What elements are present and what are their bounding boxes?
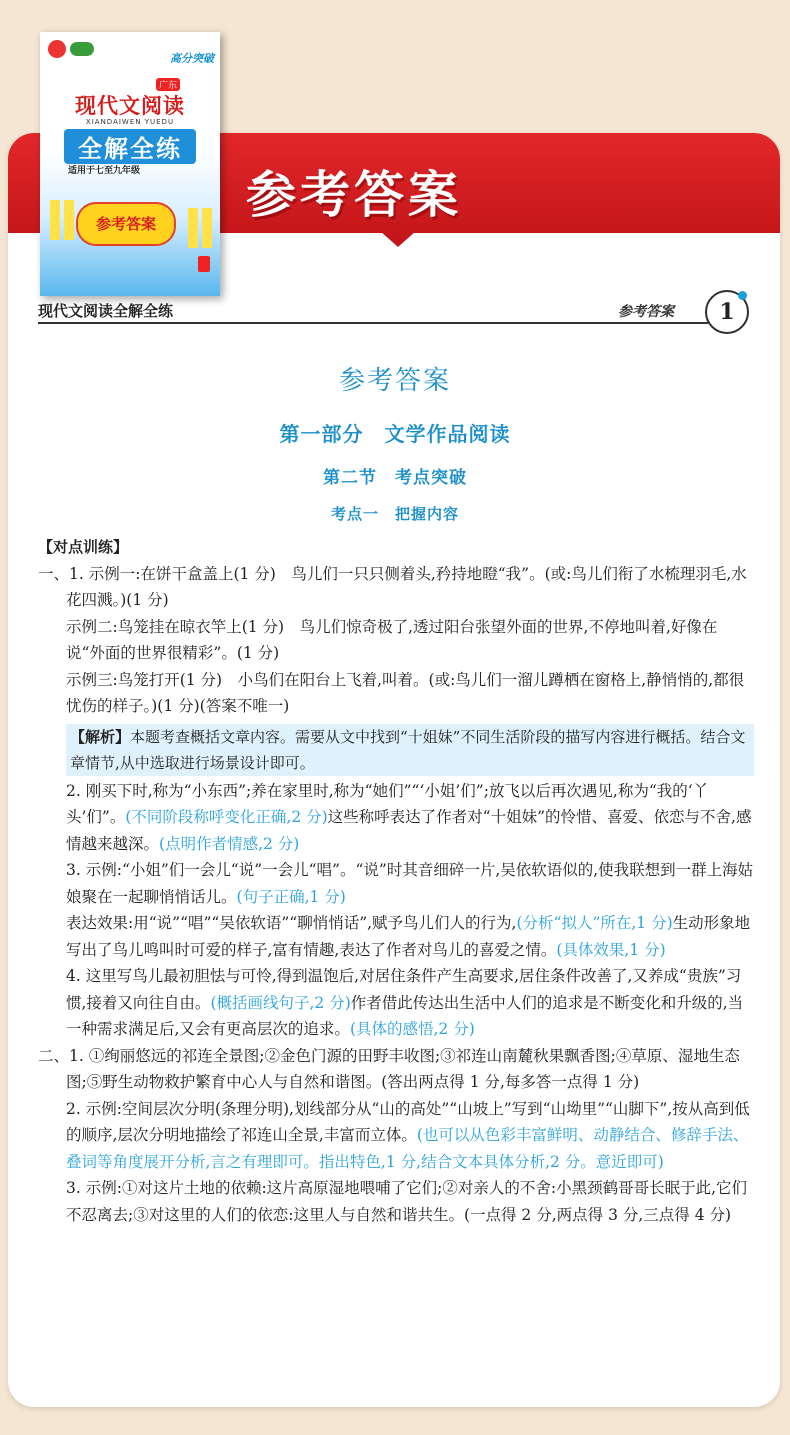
- page-number: 1: [705, 290, 749, 334]
- answer-1-4-text-b: 作者借此传达出生活中人们的追求是不断变化和升级的,当一种需求满足后,又会有更高层次的追求。: [66, 993, 744, 1038]
- answer-1-4: [38, 963, 754, 1043]
- banner-notch: [380, 231, 416, 247]
- answer-2-2: [38, 1096, 754, 1176]
- page-number-dot: [738, 291, 747, 300]
- answer-1-3-score-b: (分析“拟人”所在,1 分): [516, 914, 673, 932]
- answer-1-3-text-c: 生动形象地写出了鸟儿鸣叫时可爱的样子,富有情趣,表达了作者对鸟儿的喜爱之情。: [66, 914, 751, 959]
- book-cover: [40, 32, 220, 296]
- answer-1-3-text-a: 3. 示例:“小姐”们一会儿“说”一会儿“唱”。“说”时其音细碎一片,吴依软语似的,使我联想到一群上海姑娘聚在一起聊悄悄话儿。: [66, 861, 754, 906]
- answer-body: [38, 534, 754, 1228]
- book-pinyin: XIANDAIWEN YUEDU: [85, 118, 175, 126]
- main-heading: 参考答案: [338, 366, 451, 396]
- answer-2-2-text: 2. 示例:空间层次分明(条理分明),划线部分从“山的高处”“山坡上”写到“山坳里”“山脚下”,按从高到低的顺序,层次分明地描绘了祁连山全景,丰富而立体。: [66, 1099, 750, 1144]
- answer-2-3: 3. 示例:①对这片土地的依赖:这片高原湿地喂哺了它们;②对亲人的不舍:小黑颈鹤哥哥长眠于此,它们不忍离去;③对这里的人们的依恋:这里人与自然和谐共生。(一点得 2 分,两点得 3 分,三点得 4 分): [66, 1179, 748, 1224]
- answer-2-2-score: (也可以从色彩丰富鲜明、动静结合、修辞手法、叠词等角度展开分析,言之有理即可。指出特色,1 分,结合文本具体分析,2 分。意近即可): [66, 1126, 749, 1171]
- banner-title: 参考答案: [246, 166, 462, 224]
- answer-1-4-score-b: (具体的感悟,2 分): [349, 1020, 475, 1038]
- running-header-title: 现代文阅读全解全练: [38, 302, 174, 320]
- analysis-box: [66, 724, 754, 776]
- book-title-top: 现代文阅读: [75, 94, 185, 118]
- answer-1-3-score-a: (句子正确,1 分): [236, 887, 346, 906]
- answer-1-3: [38, 857, 754, 910]
- book-region: 广东: [156, 78, 180, 91]
- answer-1-2-score-a: (不同阶段称呼变化正确,2 分): [125, 808, 328, 826]
- book-grade: 适用于七至九年级: [68, 166, 141, 176]
- answer-1-4-text-a: 4. 这里写鸟儿最初胆怯与可怜,得到温饱后,对居住条件产生高要求,居住条件改善了,又养成“贵族”习惯,接着又向往自由。: [66, 967, 742, 1012]
- series-logo-icon: [70, 42, 94, 56]
- section-heading: 第二节 考点突破: [323, 468, 467, 488]
- cover-corner-mark: [198, 256, 210, 272]
- answer-1-3-score-c: (具体效果,1 分): [556, 940, 666, 959]
- answer-2-1: 二、1. ①绚丽悠远的祁连全景图;②金色门源的田野丰收图;③祁连山南麓秋果飘香图;④草原、湿地生态图;⑤野生动物救护繁育中心人与自然和谐图。(答出两点得 1 分,每多答一点得 1 分): [38, 1046, 740, 1091]
- publisher-logo-icon: [48, 40, 66, 58]
- answer-1-2-text-a: 2. 刚买下时,称为“小东西”;养在家里时,称为“她们”“‘小姐’们”;放飞以后再次遇见,称为“我的‘丫头’们”。: [66, 781, 709, 826]
- book-badge: 参考答案: [76, 202, 176, 246]
- answer-1-2: [38, 778, 754, 858]
- analysis-tag: 【解析】: [70, 727, 131, 746]
- answer-1-1: 一、1. 示例一:在饼干盒盖上(1 分) 鸟儿们一只只侧着头,矜持地瞪“我”。(或:鸟儿们衔了水梳理羽毛,水花四溅。)(1 分): [38, 564, 747, 609]
- running-header-section: 参考答案: [618, 304, 674, 320]
- answer-1-1-example2: 示例二:鸟笼挂在晾衣竿上(1 分) 鸟儿们惊奇极了,透过阳台张望外面的世界,不停地叫着,好像在说“外面的世界很精彩”。(1 分): [66, 617, 718, 662]
- answer-1-2-text-b: 这些称呼表达了作者对“十姐妹”的怜惜、喜爱、依恋与不舍,感情越来越深。: [66, 808, 752, 853]
- answer-1-1-example3: 示例三:鸟笼打开(1 分) 小鸟们在阳台上飞着,叫着。(或:鸟儿们一溜儿蹲栖在窗格上,静悄悄的,都很忧伤的样子。)(1 分)(答案不唯一): [66, 670, 745, 715]
- answer-1-3-effect: [38, 910, 754, 963]
- section-label: 【对点训练】: [38, 538, 129, 556]
- answer-1-2-score-b: (点明作者情感,2 分): [159, 834, 300, 853]
- answer-1-3-text-b: 表达效果:用“说”“唱”“吴依软语”“聊悄悄话”,赋予鸟儿们人的行为,: [66, 914, 517, 932]
- header-rule: [38, 322, 708, 324]
- topic-heading: 考点一 把握内容: [330, 505, 459, 523]
- book-brand: 高分突破: [170, 52, 214, 65]
- analysis-text: 本题考查概括文章内容。需要从文中找到“十姐妹”不同生活阶段的描写内容进行概括。结合文章情节,从中选取进行场景设计即可。: [70, 727, 746, 772]
- answer-1-4-score-a: (概括画线句子,2 分): [210, 993, 351, 1012]
- book-title-bottom: 全解全练: [64, 129, 196, 164]
- part-heading: 第一部分 文学作品阅读: [279, 422, 511, 446]
